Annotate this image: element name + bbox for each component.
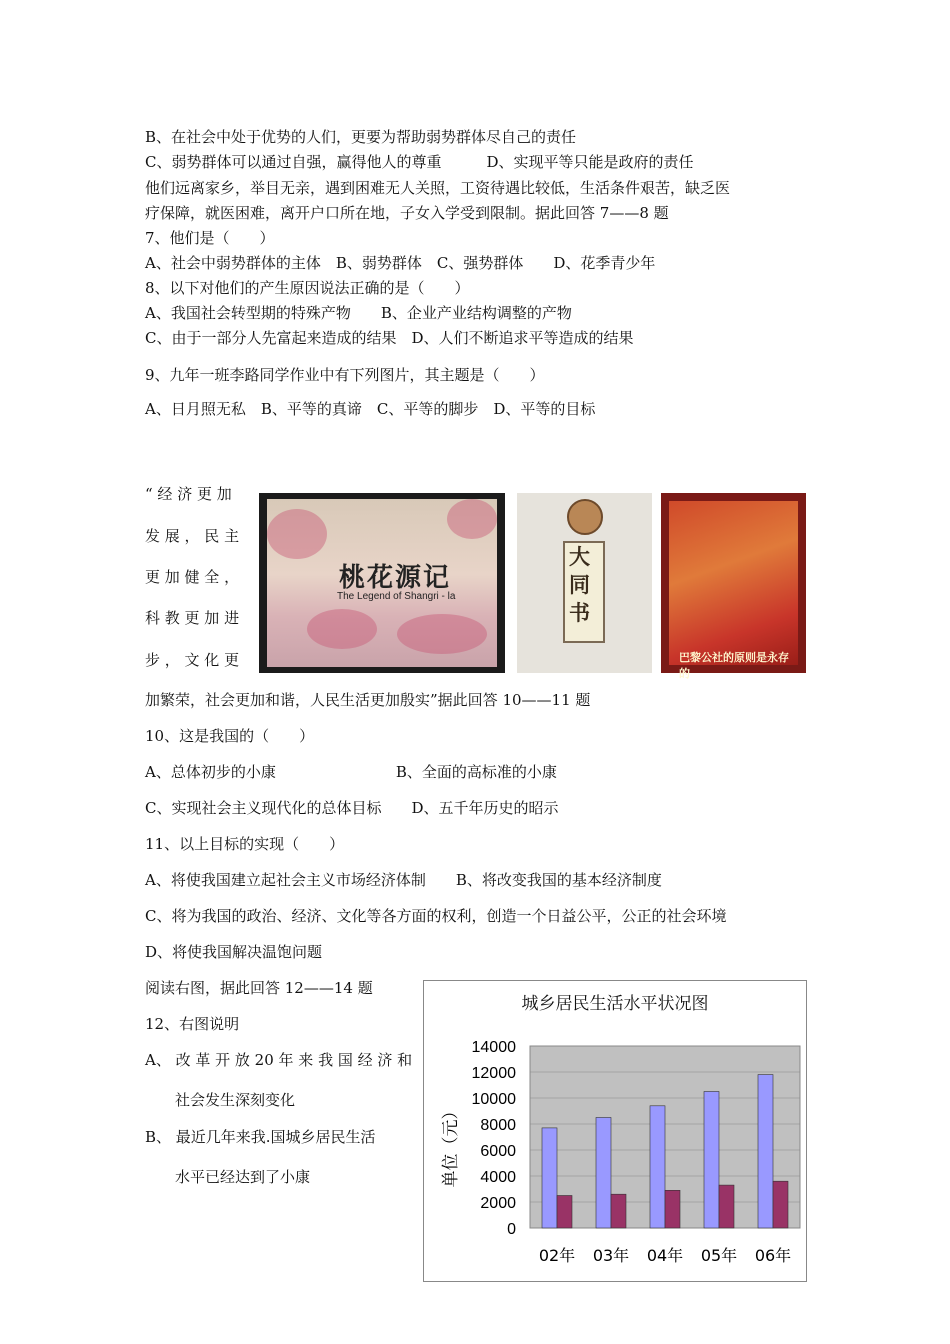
text-line: A、我国社会转型期的特殊产物 B、企业产业结构调整的产物 — [145, 304, 572, 322]
quote-line: “ 经 济 更 加 — [145, 485, 232, 503]
text-line: 12、右图说明 — [145, 1015, 240, 1033]
book-cover — [563, 541, 605, 643]
text-line: 社会发生深刻变化 — [145, 1091, 296, 1109]
book-title: 大 同 书 — [569, 544, 590, 625]
text-line: B、在社会中处于优势的人们，更要为帮助弱势群体尽自己的责任 — [145, 128, 577, 146]
text-line: 8、以下对他们的产生原因说法正确的是（ ） — [145, 279, 470, 297]
y-tick-label: 8000 — [480, 1117, 516, 1134]
bar — [557, 1196, 572, 1229]
text-line: B、 最近几年来我.国城乡居民生活 — [145, 1128, 376, 1146]
text-line: 疗保障，就医困难，离开户口所在地，子女入学受到限制。据此回答 7——8 题 — [145, 204, 669, 222]
quote-line: 更 加 健 全 ， — [145, 568, 240, 586]
text-line: A、社会中弱势群体的主体 B、弱势群体 C、强势群体 D、花季青少年 — [145, 254, 656, 272]
text-line: 7、他们是（ ） — [145, 229, 275, 247]
chart-svg — [424, 981, 806, 1281]
bar — [704, 1092, 719, 1229]
text-line: 10、这是我国的（ ） — [145, 727, 315, 745]
living-standard-chart — [423, 980, 807, 1282]
quote-line: 发 展 ， 民 主 — [145, 527, 240, 545]
paris-commune-poster-image — [661, 493, 806, 680]
peach-image-title: 桃花源记 — [339, 563, 452, 593]
chart-title: 城乡居民生活水平状况图 — [521, 994, 709, 1013]
poster-caption: 巴黎公社的原则是永存的 — [679, 652, 789, 680]
peach-image-subtitle: The Legend of Shangri - la — [337, 591, 456, 602]
x-tick-label: 02年 — [538, 1246, 576, 1265]
bar — [650, 1106, 665, 1228]
x-tick-label: 06年 — [754, 1246, 792, 1265]
text-line: 11、以上目标的实现（ ） — [145, 835, 345, 853]
y-tick-label: 2000 — [480, 1195, 516, 1212]
text-line: C、弱势群体可以通过自强，赢得他人的尊重 D、实现平等只能是政府的责任 — [145, 153, 694, 171]
text-line: D、将使我国解决温饱问题 — [145, 943, 323, 961]
datong-book-image — [517, 493, 652, 673]
x-tick-label: 03年 — [592, 1246, 630, 1265]
y-axis-label: 单位（元） — [441, 1102, 461, 1188]
y-tick-label: 14000 — [471, 1039, 516, 1056]
x-tick-label: 04年 — [646, 1246, 684, 1265]
text-line: A、日月照无私 B、平等的真谛 C、平等的脚步 D、平等的目标 — [145, 400, 596, 418]
text-line: A、总体初步的小康 B、全面的高标准的小康 — [145, 763, 557, 781]
text-line: 加繁荣，社会更加和谐，人民生活更加殷实”据此回答 10——11 题 — [145, 691, 591, 709]
text-line: 9、九年一班李路同学作业中有下列图片，其主题是（ ） — [145, 366, 545, 384]
bar — [596, 1118, 611, 1229]
text-line: C、由于一部分人先富起来造成的结果 D、人们不断追求平等造成的结果 — [145, 329, 634, 347]
bar — [611, 1194, 626, 1228]
text-line: 他们远离家乡，举目无亲，遇到困难无人关照，工资待遇比较低，生活条件艰苦，缺乏医 — [145, 179, 731, 197]
text-line: C、实现社会主义现代化的总体目标 D、五千年历史的昭示 — [145, 799, 559, 817]
bar — [542, 1128, 557, 1228]
y-tick-label: 0 — [507, 1221, 516, 1238]
y-tick-label: 10000 — [471, 1091, 516, 1108]
y-tick-label: 6000 — [480, 1143, 516, 1160]
medal-icon — [567, 499, 603, 535]
text-line: 阅读右图，据此回答 12——14 题 — [145, 979, 373, 997]
quote-line: 步 ， 文 化 更 — [145, 651, 240, 669]
bar — [665, 1190, 680, 1228]
quote-line: 科 教 更 加 进 — [145, 609, 240, 627]
text-line: C、将为我国的政治、经济、文化等各方面的权利，创造一个日益公平，公正的社会环境 — [145, 907, 727, 925]
bar — [719, 1185, 734, 1228]
text-line: A、 改 革 开 放 20 年 来 我 国 经 济 和 — [145, 1051, 413, 1069]
text-line: A、将使我国建立起社会主义市场经济体制 B、将改变我国的基本经济制度 — [145, 871, 662, 889]
bar — [758, 1075, 773, 1228]
text-line: 水平已经达到了小康 — [145, 1168, 311, 1186]
y-tick-label: 4000 — [480, 1169, 516, 1186]
peach-blossom-image — [259, 493, 505, 673]
x-tick-label: 05年 — [700, 1246, 738, 1265]
y-tick-label: 12000 — [471, 1065, 516, 1082]
bar — [773, 1181, 788, 1228]
